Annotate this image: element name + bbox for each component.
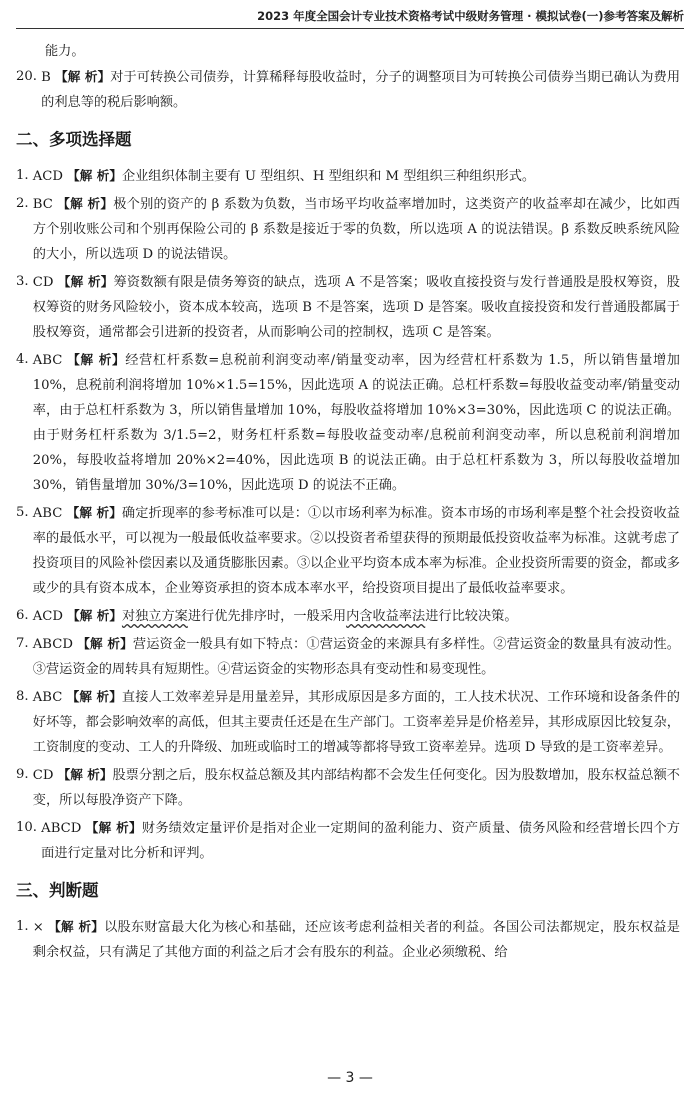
item-number: 2. (16, 196, 33, 211)
item-number: 7. (16, 636, 33, 651)
answer-key: ACD (32, 609, 63, 624)
item-number: 20. (16, 69, 42, 84)
analysis-tag: 【解 析】 (66, 505, 122, 520)
explanation-text: 直接人工效率差异是用量差异，其形成原因是多方面的，工人技术状况、工作环境和设备条件的好坏等，都会影响效率的高低，但其主要责任还是在生产部门。工资率差异是价格差异，其形成原因比较复杂，工资制度的变动、工人的升降级、加班或临时工的增减等都将导致工资率差异。选项 D 导致的是工资率差异。 (32, 690, 680, 755)
explanation-text: 极个别的资产的 β 系数为负数，当市场平均收益率增加时，这类资产的收益率却在减少，比如西方个别收账公司和个别再保险公司的 β 系数是接近于零的负数，所以选项 A 的说法错误。β 系数反映系统风险的大小，所以选项 D 的说法错误。 (32, 197, 680, 262)
section-title-true-false: 三、判断题 (16, 881, 99, 900)
page-number: — 3 — (327, 1070, 373, 1086)
analysis-tag: 【解 析】 (66, 689, 122, 704)
answer-key: × (32, 920, 44, 935)
item-body (33, 269, 680, 345)
analysis-tag: 【解 析】 (67, 168, 122, 183)
answer-key: ABC (32, 506, 63, 521)
answer-key: BC (32, 197, 53, 212)
answer-item-mc-3 (16, 269, 680, 345)
analysis-tag: 【解 析】 (85, 820, 142, 835)
item-number: 5. (16, 505, 33, 520)
answer-item-mc-1 (16, 163, 680, 189)
item-number: 3. (16, 274, 33, 289)
explanation-text: 财务绩效定量评价是指对企业一定期间的盈利能力、资产质量、债务风险和经营增长四个方面进行定量对比分析和评判。 (41, 821, 680, 861)
answer-content (16, 39, 680, 965)
analysis-tag: 【解 析】 (48, 919, 105, 934)
item-body (33, 914, 680, 965)
explanation-text: 筹资数额有限是债务筹资的缺点，选项 A 不是答案；吸收直接投资与发行普通股是股权筹资，股权筹资的财务风险较小，资本成本较高，选项 B 不是答案，选项 D 是答案。吸收直接投资和发行普通股都属于股权筹资，通常都会引进新的投资者，从而影响公司的控制权，选项 C 是答案。 (32, 275, 680, 340)
answer-item-mc-10 (16, 815, 680, 866)
answer-key: B (41, 70, 51, 85)
item-number: 9. (16, 767, 33, 782)
answer-key: ABCD (41, 821, 82, 836)
explanation-text: 对于可转换公司债券，计算稀释每股收益时，分子的调整项目为可转换公司债券当期已确认为费用的利息等的税后影响额。 (41, 70, 680, 110)
answer-item-mc-6 (16, 603, 680, 629)
explanation-text: 股票分割之后，股东权益总额及其内部结构都不会发生任何变化。因为股数增加，股东权益总额不变，所以每股净资产下降。 (32, 768, 680, 808)
item-number: 6. (16, 608, 33, 623)
explanation-text: 企业组织体制主要有 U 型组织、H 型组织和 M 型组织三种组织形式。 (121, 169, 536, 184)
item-body (33, 684, 680, 760)
item-number: 1. (16, 168, 33, 183)
explanation-text: 经营杠杆系数=息税前利润变动率/销量变动率，因为经营杠杆系数为 1.5，所以销售量增加 10%，息税前利润将增加 10%×1.5=15%，因此选项 A 的说法正确。总杠杆系数=每股收益变动率/销量变动率，由于总杠杆系数为 3，所以销售量增加 10%，每股收益将增加 10%×3=30%，因此选项 C 的说法正确。由于财务杠杆系数为 3/1.5=2，财务杠杆系数=每股收益变动率/息税前利润变动率，所以息税前利润增加 20%，每股收益将增加 20%×2=40%，因此选项 B 的说法正确。由于总杠杆系数为 3，所以每股收益增加 30%，销售量增加 30%/3=10%，因此选项 D 的说法不正确。 (32, 353, 680, 493)
item-number: 10. (16, 820, 42, 835)
answer-item-mc-8 (16, 684, 680, 760)
answer-key: CD (32, 275, 54, 290)
analysis-tag: 【解 析】 (67, 352, 126, 367)
emphasis-irr-method: 内含收益率法 (346, 609, 426, 624)
item-body (33, 631, 680, 682)
answer-key: ABCD (32, 637, 73, 652)
item-body (33, 762, 680, 813)
emphasis-independent-options: 对独立方案 (121, 609, 188, 624)
answer-key: CD (32, 768, 54, 783)
answer-item-sc-20 (16, 64, 680, 115)
item-body (33, 603, 680, 629)
item-body (33, 191, 680, 267)
item-number: 8. (16, 689, 33, 704)
answer-item-mc-7 (16, 631, 680, 682)
explanation-text: 进行优先排序时，一般采用 (187, 609, 347, 624)
answer-key: ABC (32, 353, 63, 368)
answer-item-mc-9 (16, 762, 680, 813)
answer-key: ACD (32, 169, 63, 184)
analysis-tag: 【解 析】 (57, 196, 114, 211)
analysis-tag: 【解 析】 (57, 767, 113, 782)
analysis-tag: 【解 析】 (55, 69, 111, 84)
answer-item-mc-4 (16, 347, 680, 498)
answer-key: ABC (32, 690, 63, 705)
explanation-text: 以股东财富最大化为核心和基础，还应该考虑利益相关者的利益。各国公司法都规定，股东权益是剩余权益，只有满足了其他方面的利益之后才会有股东的利益。企业必须缴税、给 (32, 920, 680, 960)
item-body (33, 163, 680, 189)
continuation-text: 能力。 (45, 44, 85, 59)
section-title-multiple-choice: 二、多项选择题 (16, 130, 132, 149)
explanation-text: 确定折现率的参考标准可以是：①以市场利率为标准。资本市场的市场利率是整个社会投资收益率的最低水平，可以视为一般最低收益率要求。②以投资者希望获得的预期最低投资收益率为标准。这就考虑了投资项目的风险补偿因素以及通货膨胀因素。③以企业平均资本成本率为标准。企业投资所需要的资金，都或多或少的具有资本成本，企业筹资承担的资本成本率水平，给投资项目提出了最低收益率要求。 (32, 506, 680, 596)
item-body (41, 64, 680, 115)
item-number: 1. (16, 919, 33, 934)
explanation-text-end: 进行比较决策。 (425, 609, 518, 624)
analysis-tag: 【解 析】 (77, 636, 133, 651)
item-body (33, 500, 680, 601)
answer-item-tf-1 (16, 914, 680, 965)
answer-item-mc-2 (16, 191, 680, 267)
analysis-tag: 【解 析】 (67, 608, 122, 623)
item-body (33, 347, 680, 498)
analysis-tag: 【解 析】 (57, 274, 114, 289)
answer-item-mc-5 (16, 500, 680, 601)
item-body (41, 815, 680, 866)
item-number: 4. (16, 352, 33, 367)
running-header: 2023 年度全国会计专业技术资格考试中级财务管理 · 模拟试卷(一)参考答案及解析 (16, 6, 684, 29)
explanation-text: 营运资金一般具有如下特点：①营运资金的来源具有多样性。②营运资金的数量具有波动性。③营运资金的周转具有短期性。④营运资金的实物形态具有变动性和易变现性。 (32, 637, 680, 677)
